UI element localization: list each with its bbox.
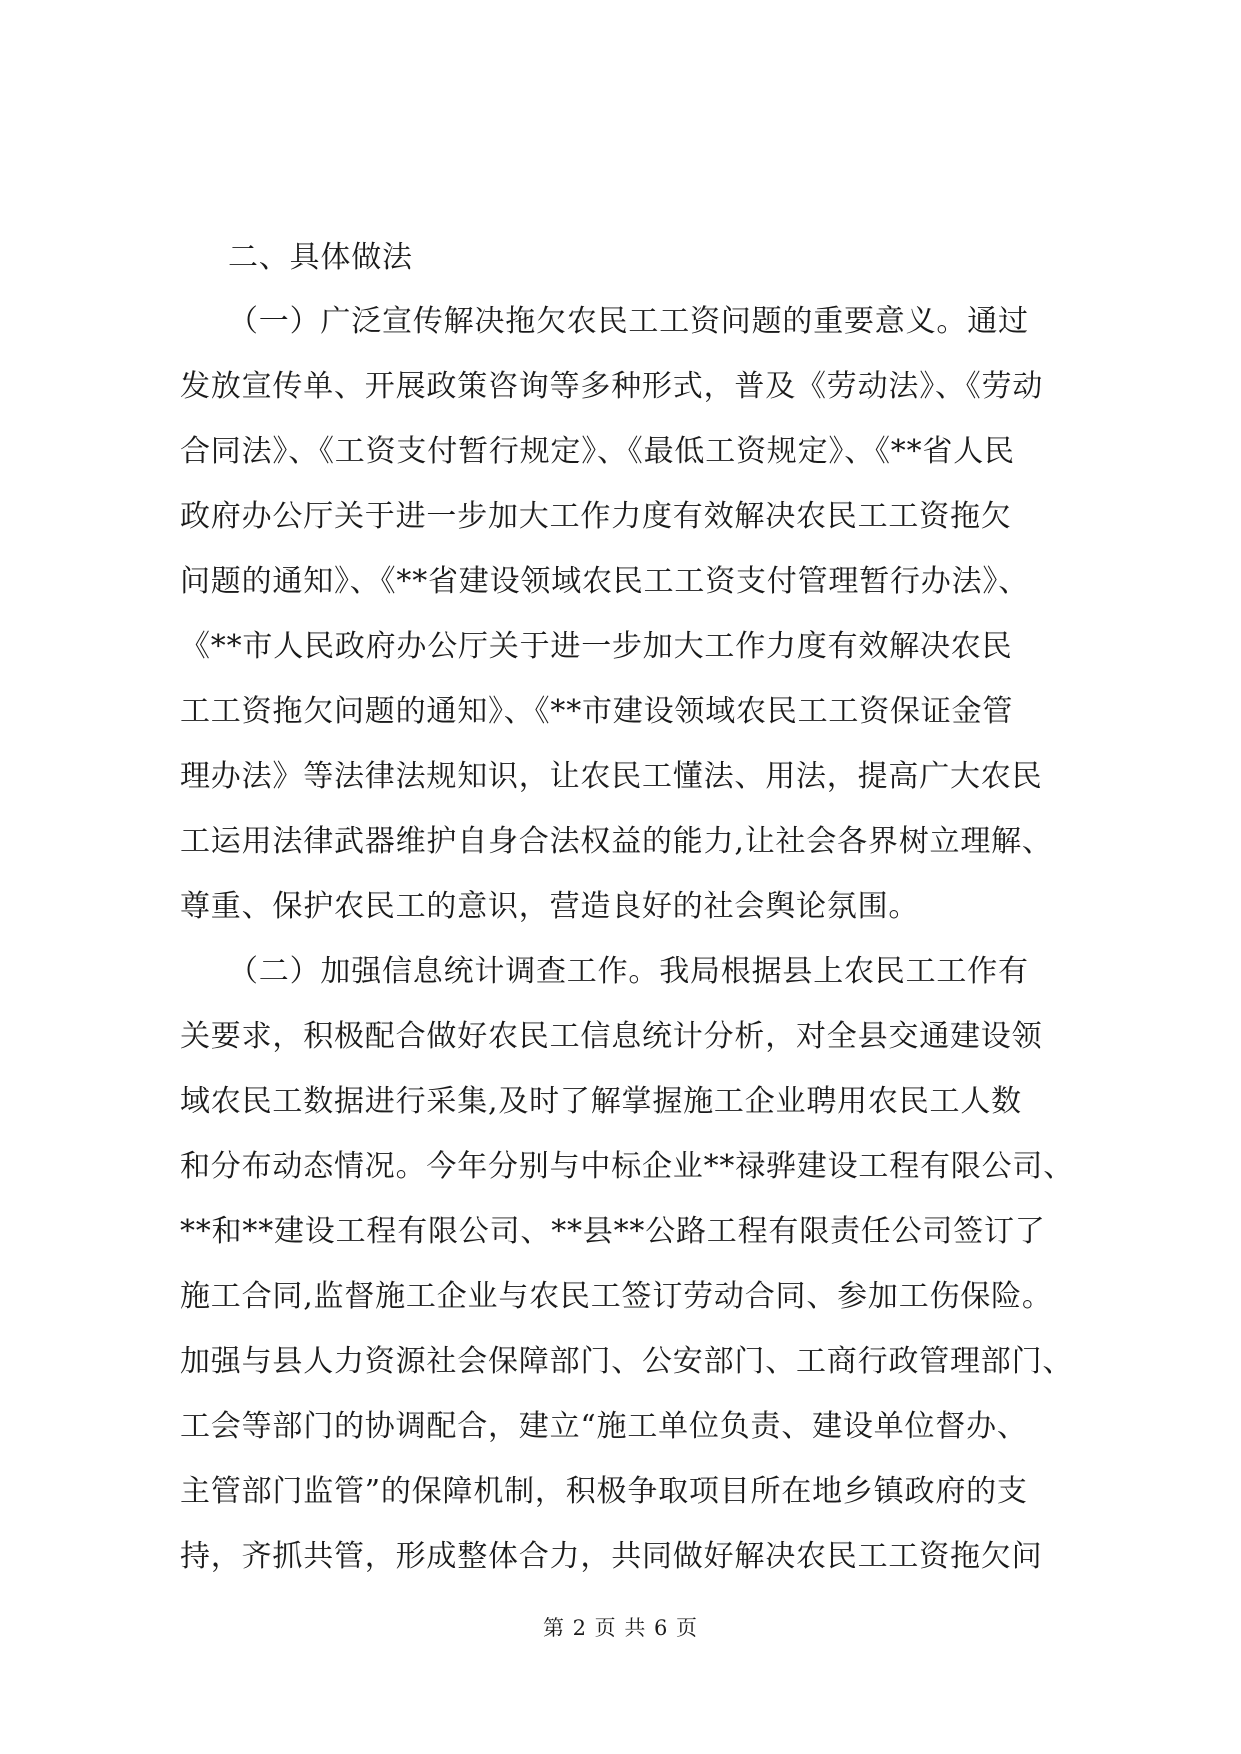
paragraph-1-line: 政府办公厅关于进一步加大工作力度有效解决农民工工资拖欠 xyxy=(180,499,1012,534)
paragraph-2 xyxy=(180,939,1077,1589)
paragraph-2-line: 和分布动态情况。今年分别与中标企业**禄骅建设工程有限公司、 xyxy=(180,1149,1074,1184)
document-body xyxy=(180,226,1077,1589)
paragraph-2-line: 持，齐抓共管，形成整体合力，共同做好解决农民工工资拖欠问 xyxy=(180,1539,1043,1574)
page-number-footer: 第 2 页 共 6 页 xyxy=(542,1616,699,1640)
paragraph-1-line: 合同法》、《工资支付暂行规定》、《最低工资规定》、《**省人民 xyxy=(180,434,1015,469)
paragraph-1-line: 问题的通知》、《**省建设领域农民工工资支付管理暂行办法》、 xyxy=(180,564,1029,599)
paragraph-2-line: 主管部门监管”的保障机制，积极争取项目所在地乡镇政府的支 xyxy=(180,1474,1028,1509)
paragraph-1-line: 工运用法律武器维护自身合法权益的能力,让社会各界树立理解、 xyxy=(180,824,1053,859)
paragraph-1-line: 工工资拖欠问题的通知》、《**市建设领域农民工工资保证金管 xyxy=(180,694,1014,729)
paragraph-2-line: 加强与县人力资源社会保障部门、公安部门、工商行政管理部门、 xyxy=(180,1344,1074,1379)
paragraph-2-line: **和**建设工程有限公司、**县**公路工程有限责任公司签订了 xyxy=(180,1214,1046,1249)
paragraph-2-line: 域农民工数据进行采集,及时了解掌握施工企业聘用农民工人数 xyxy=(180,1084,1022,1119)
paragraph-2-line: 工会等部门的协调配合，建立“施工单位负责、建设单位督办、 xyxy=(180,1409,1028,1444)
paragraph-1 xyxy=(180,289,1077,939)
paragraph-2-line: 施工合同,监督施工企业与农民工签订劳动合同、参加工伤保险。 xyxy=(180,1279,1053,1314)
paragraph-1-line: 发放宣传单、开展政策咨询等多种形式，普及《劳动法》、《劳动 xyxy=(180,369,1044,404)
paragraph-1-line: 尊重、保护农民工的意识，营造良好的社会舆论氛围。 xyxy=(180,889,920,924)
section-heading: 二、具体做法 xyxy=(228,240,413,275)
paragraph-1-line: 理办法》等法律法规知识，让农民工懂法、用法，提高广大农民 xyxy=(180,759,1043,794)
paragraph-1-line: （一）广泛宣传解决拖欠农民工工资问题的重要意义。通过 xyxy=(228,304,1029,339)
paragraph-2-line: 关要求，积极配合做好农民工信息统计分析，对全县交通建设领 xyxy=(180,1019,1043,1054)
paragraph-2-line: （二）加强信息统计调查工作。我局根据县上农民工工作有 xyxy=(228,954,1029,989)
paragraph-1-line: 《**市人民政府办公厅关于进一步加大工作力度有效解决农民 xyxy=(180,629,1013,664)
